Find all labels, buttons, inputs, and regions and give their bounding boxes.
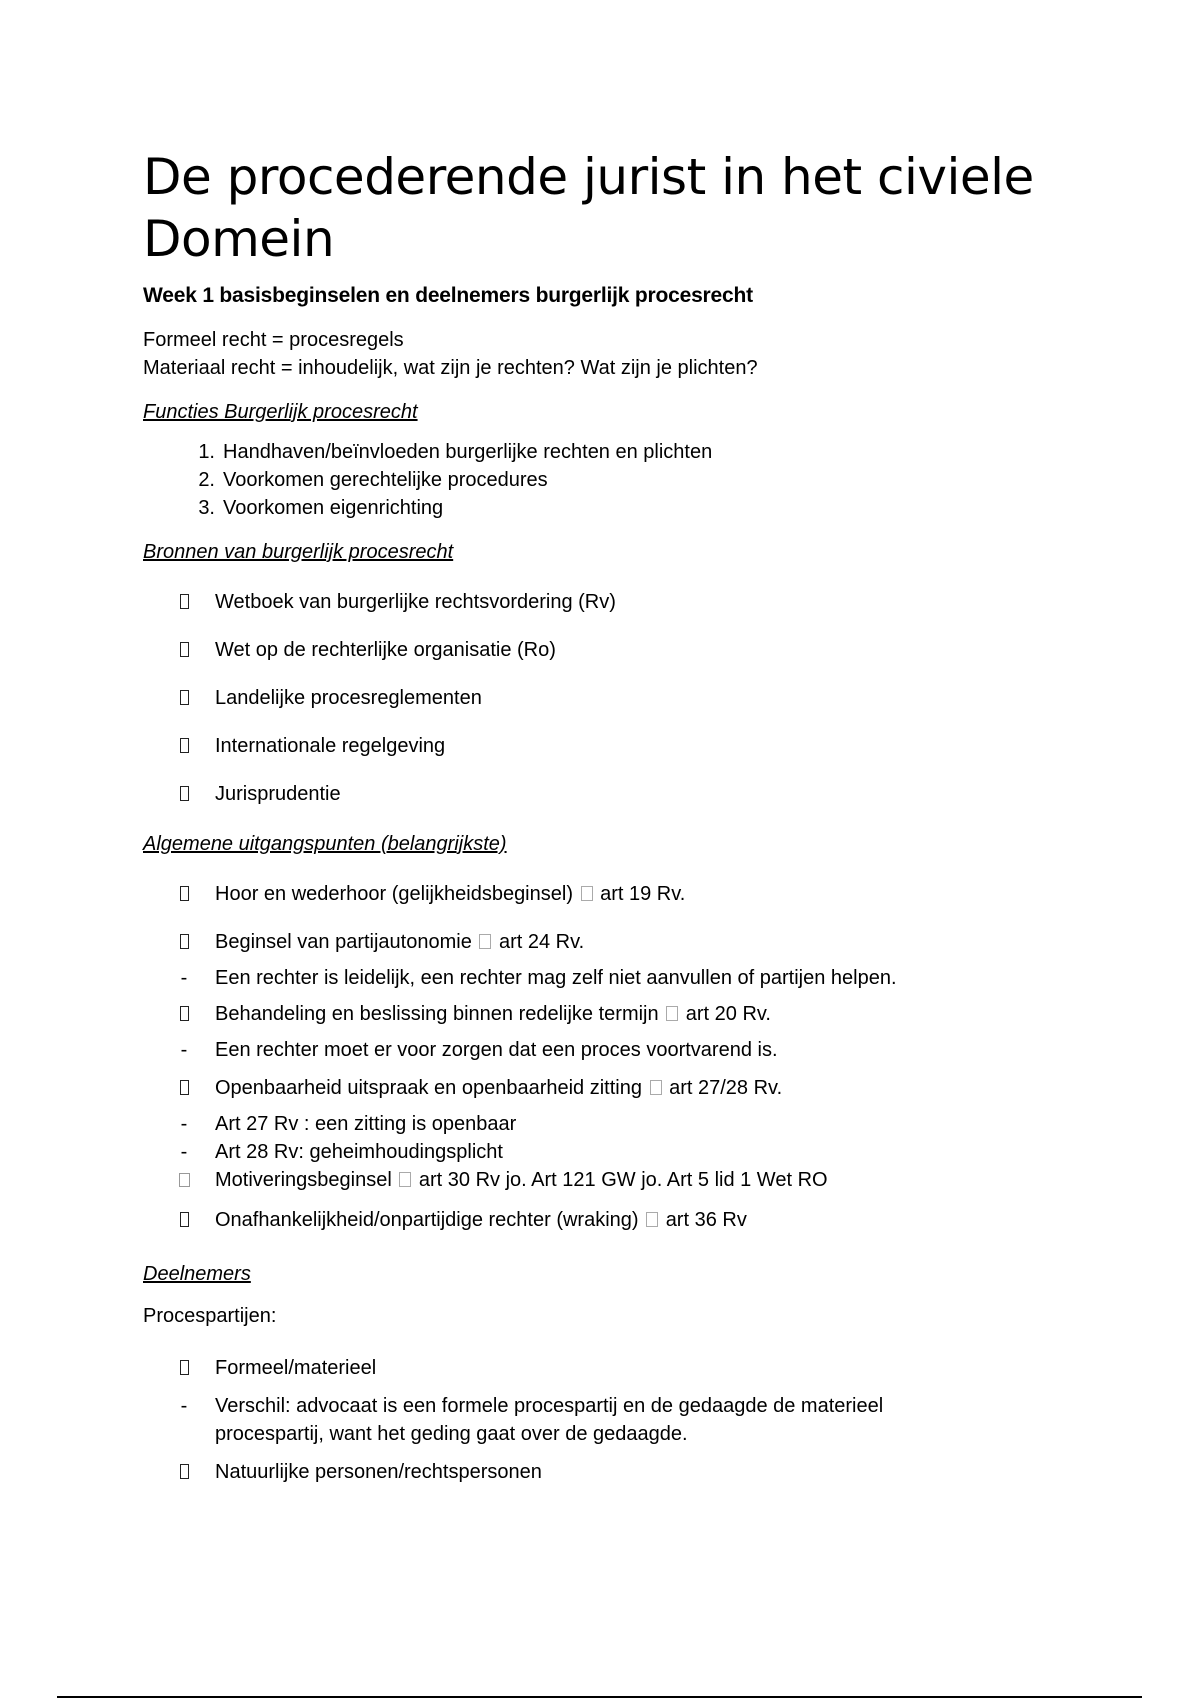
list-number: 2. <box>198 469 215 491</box>
list-item-text: Hoor en wederhoor (gelijkheidsbeginsel) art 19 Rv. <box>215 883 686 905</box>
list-item <box>143 780 1063 808</box>
list-item-text: Wet op de rechterlijke organisatie (Ro) <box>215 639 556 661</box>
list-item <box>143 732 1063 760</box>
list-item <box>143 1392 1063 1448</box>
list-item-text: Verschil: advocaat is een formele procespartij en de gedaagde de materieel procespartij, want het geding gaat over de gedaagde. <box>215 1395 884 1445</box>
bullet-box-icon <box>143 1458 215 1486</box>
bullet-box-icon <box>143 780 215 808</box>
bullet-box-icon <box>143 1000 215 1028</box>
procespartijen-label: Procespartijen: <box>143 1305 277 1327</box>
intro-line-formeel: Formeel recht = procesregels <box>143 329 404 351</box>
list-item <box>143 1458 1063 1486</box>
intro-line-materiaal: Materiaal recht = inhoudelijk, wat zijn je rechten? Wat zijn je plichten? <box>143 357 758 379</box>
list-dash: - <box>180 1141 188 1163</box>
arrow-box-icon <box>646 1212 658 1227</box>
list-item-text: Wetboek van burgerlijke rechtsvordering (Rv) <box>215 591 616 613</box>
list-item-text: Jurisprudentie <box>215 783 341 805</box>
list-item <box>143 1074 1063 1102</box>
bullet-box-icon <box>143 1206 215 1234</box>
list-item-text: Internationale regelgeving <box>215 735 446 757</box>
list-dash: - <box>180 1395 188 1417</box>
list-item <box>143 1110 1063 1138</box>
arrow-box-icon <box>399 1172 411 1187</box>
list-item <box>143 588 1063 616</box>
list-item <box>143 1036 1063 1064</box>
bullet-box-icon <box>143 636 215 664</box>
deelnemers-list <box>143 1354 1063 1486</box>
uitgangspunten-list <box>143 880 1063 1234</box>
bullet-box-icon <box>143 732 215 760</box>
list-item-text: Motiveringsbeginsel art 30 Rv jo. Art 121 GW jo. Art 5 lid 1 Wet RO <box>215 1169 828 1191</box>
list-item <box>143 880 1063 908</box>
heading-deelnemers: Deelnemers <box>143 1263 251 1285</box>
list-item-text: Beginsel van partijautonomie art 24 Rv. <box>215 931 585 953</box>
page-bottom-rule <box>57 1696 1142 1698</box>
list-item-text: Handhaven/beïnvloeden burgerlijke rechten en plichten <box>223 441 713 463</box>
list-item-text: Onafhankelijkheid/onpartijdige rechter (wraking) art 36 Rv <box>215 1209 747 1231</box>
list-item <box>143 1206 1063 1234</box>
list-item-text: Openbaarheid uitspraak en openbaarheid zitting art 27/28 Rv. <box>215 1077 783 1099</box>
functies-list <box>143 438 1063 522</box>
bullet-box-icon <box>143 880 215 908</box>
list-item <box>143 494 1063 522</box>
intro-block <box>143 326 1063 382</box>
list-number: 1. <box>198 441 215 463</box>
arrow-box-icon <box>650 1080 662 1095</box>
bullet-box-icon <box>143 1354 215 1382</box>
heading-functies: Functies Burgerlijk procesrecht <box>143 401 418 423</box>
list-item <box>143 1166 1063 1194</box>
arrow-box-icon <box>666 1006 678 1021</box>
arrow-box-icon <box>581 886 593 901</box>
list-item-text: Formeel/materieel <box>215 1357 377 1379</box>
bullet-box-icon <box>143 928 215 956</box>
list-item-text: Art 28 Rv: geheimhoudingsplicht <box>215 1141 503 1163</box>
list-item <box>143 1000 1063 1028</box>
list-item <box>143 1354 1063 1382</box>
list-item-text: Art 27 Rv : een zitting is openbaar <box>215 1113 517 1135</box>
list-dash: - <box>180 1113 188 1135</box>
list-item-text: Landelijke procesreglementen <box>215 687 482 709</box>
bullet-box-icon <box>143 684 215 712</box>
list-item <box>143 466 1063 494</box>
document-page <box>143 146 1063 1486</box>
list-item <box>143 1138 1063 1166</box>
heading-uitgangspunten: Algemene uitgangspunten (belangrijkste) <box>143 833 507 855</box>
bullet-box-icon <box>143 1166 215 1194</box>
list-dash: - <box>180 967 188 989</box>
heading-bronnen: Bronnen van burgerlijk procesrecht <box>143 541 454 563</box>
list-item-text: Voorkomen gerechtelijke procedures <box>223 469 548 491</box>
list-item <box>143 684 1063 712</box>
list-item-text: Behandeling en beslissing binnen redelijke termijn art 20 Rv. <box>215 1003 771 1025</box>
arrow-box-icon <box>479 934 491 949</box>
list-item-text: Een rechter is leidelijk, een rechter mag zelf niet aanvullen of partijen helpen. <box>215 967 897 989</box>
bullet-box-icon <box>143 1074 215 1102</box>
list-item <box>143 636 1063 664</box>
bronnen-list <box>143 588 1063 808</box>
list-item <box>143 928 1063 956</box>
list-item <box>143 438 1063 466</box>
list-item-text: Natuurlijke personen/rechtspersonen <box>215 1461 542 1483</box>
list-dash: - <box>180 1039 188 1061</box>
list-item-text: Voorkomen eigenrichting <box>223 497 444 519</box>
document-subtitle: Week 1 basisbeginselen en deelnemers burgerlijk procesrecht <box>143 284 753 307</box>
list-number: 3. <box>198 497 215 519</box>
document-title: De procederende jurist in het civiele Domein <box>143 148 1034 268</box>
bullet-box-icon <box>143 588 215 616</box>
list-item <box>143 964 1063 992</box>
list-item-text: Een rechter moet er voor zorgen dat een proces voortvarend is. <box>215 1039 778 1061</box>
